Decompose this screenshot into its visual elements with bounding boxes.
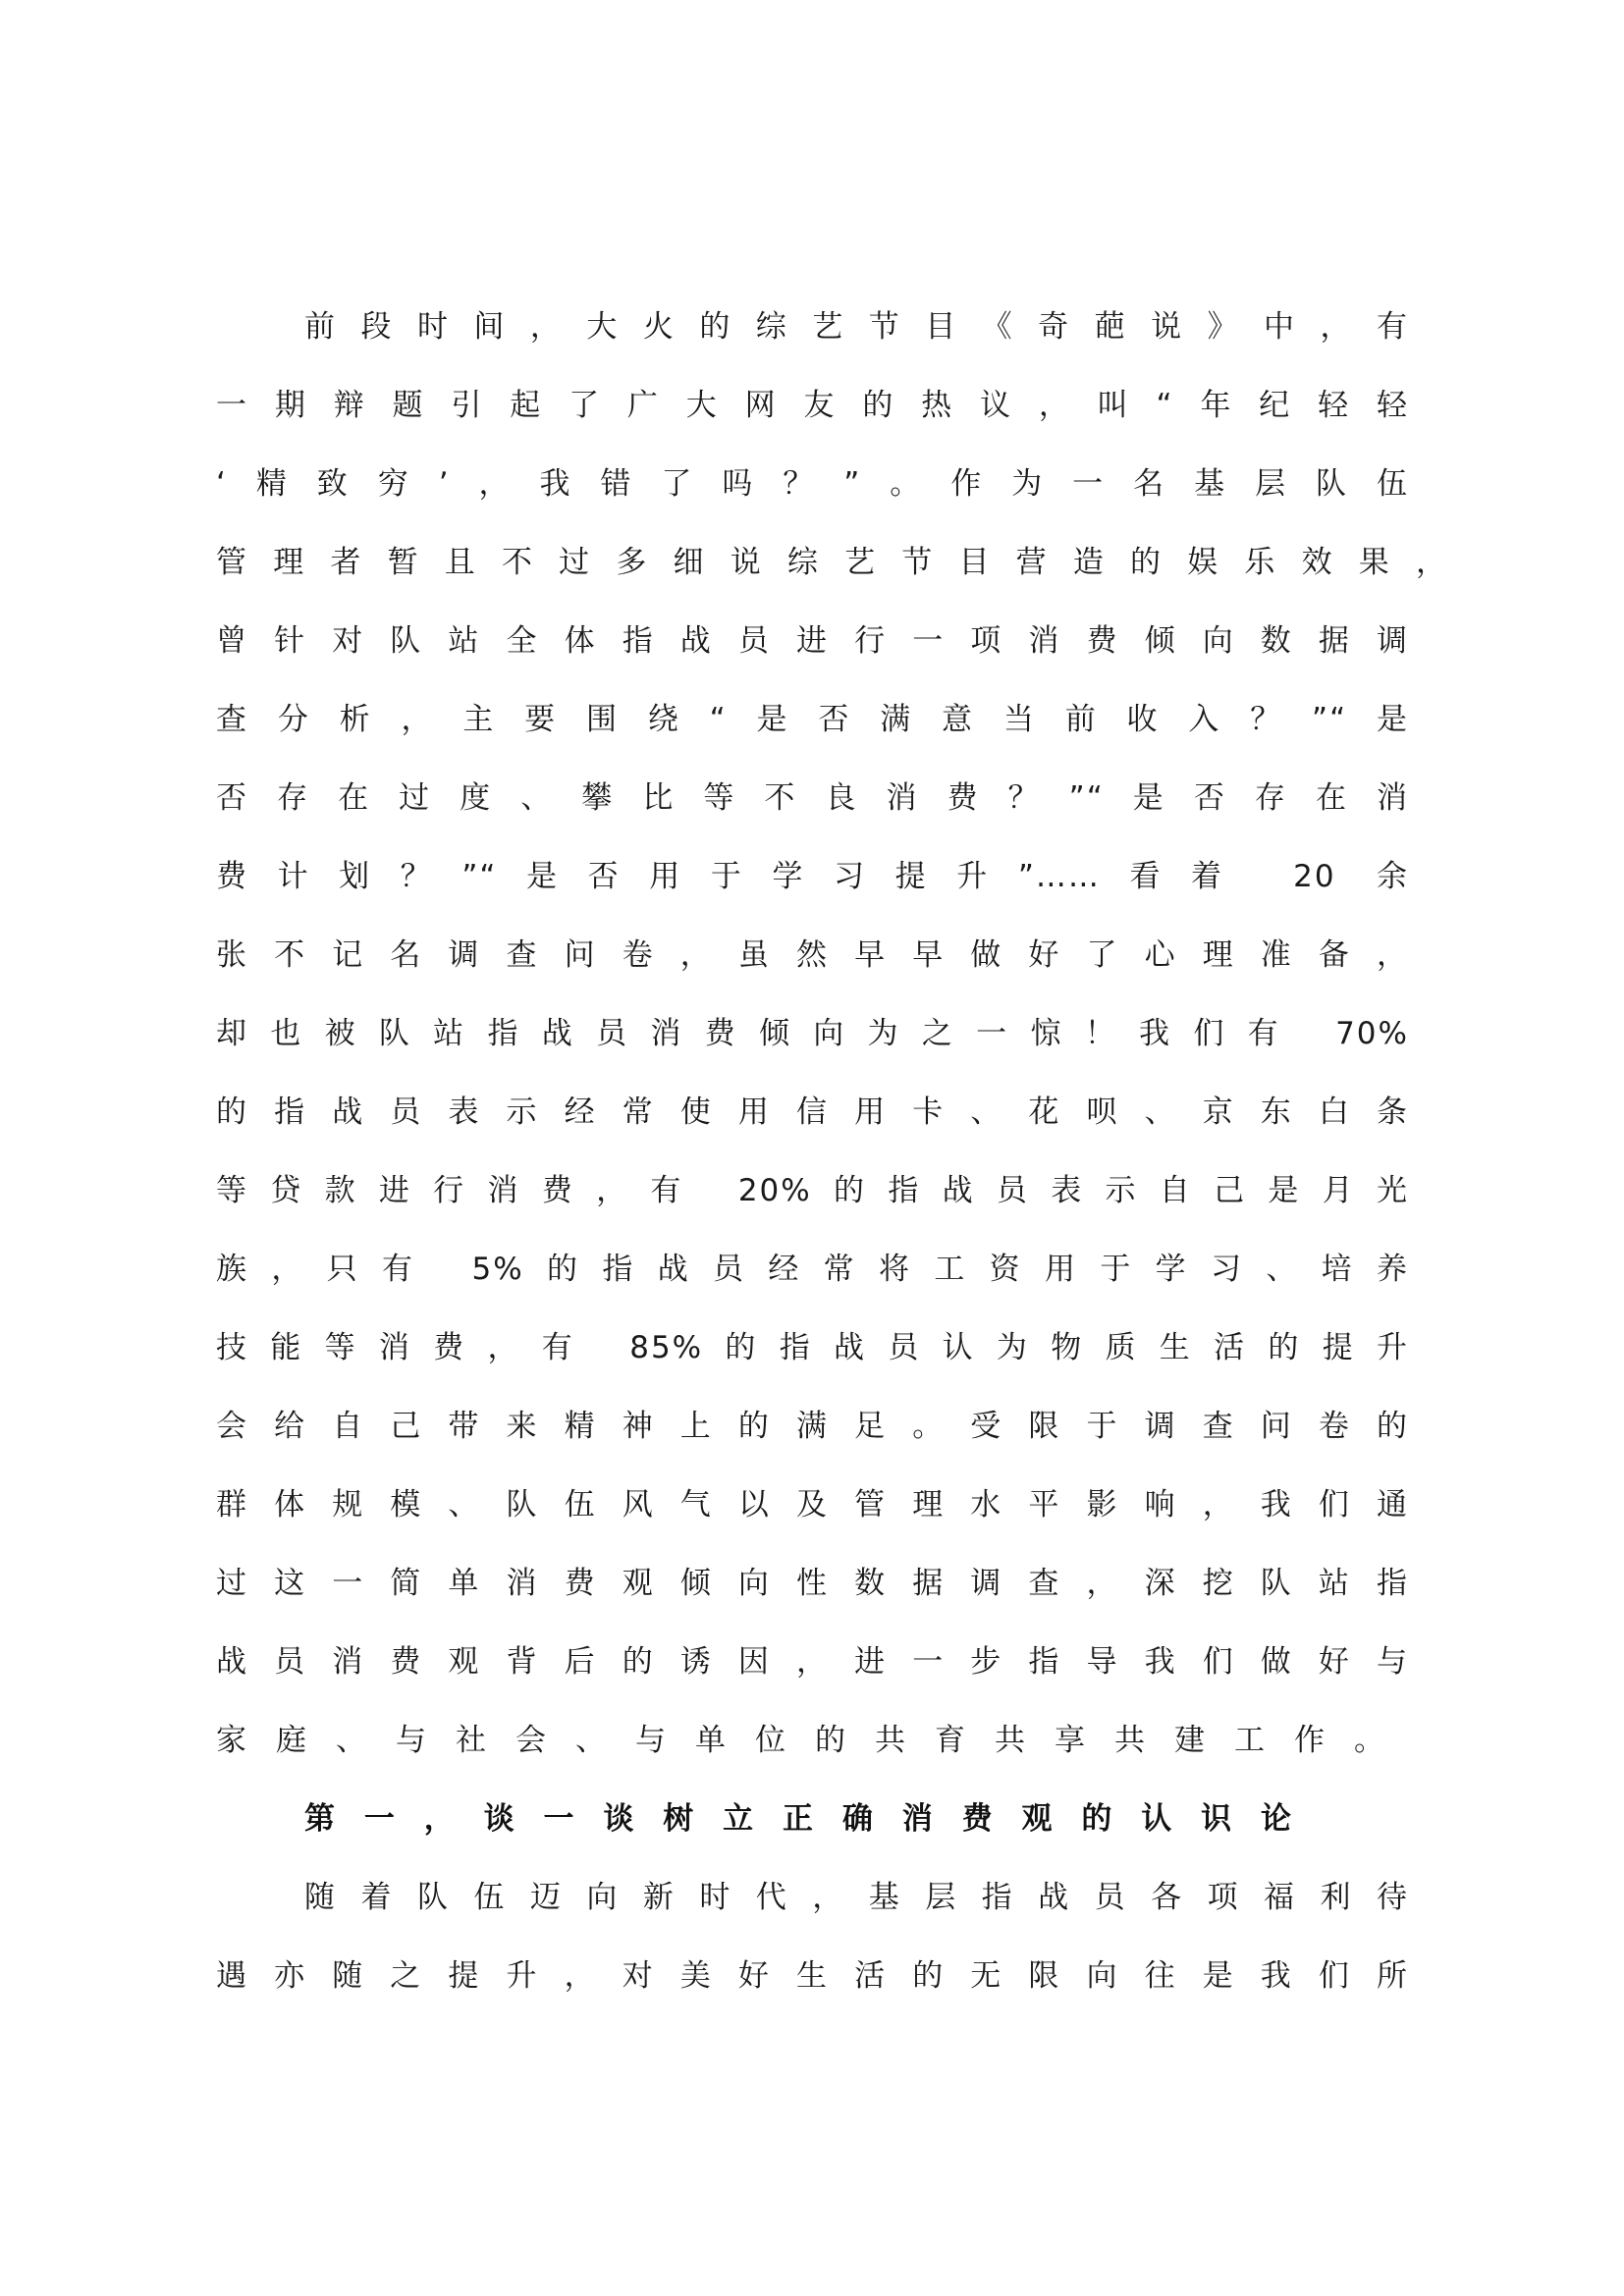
paragraph-line: 随着队伍迈向新时代，基层指战员各项福利待 [304, 1880, 1409, 1915]
paragraph-line: 费计划？”“是否用于学习提升”……看着 20 余 [216, 859, 1409, 894]
paragraph-line: 族，只有 5%的指战员经常将工资用于学习、培养 [216, 1252, 1409, 1287]
paragraph-line: 却也被队站指战员消费倾向为之一惊！我们有 70% [216, 1016, 1409, 1051]
paragraph-line: 管理者暂且不过多细说综艺节目营造的娱乐效果， [216, 545, 1448, 580]
paragraph-line: 会给自己带来精神上的满足。受限于调查问卷的 [216, 1409, 1409, 1444]
paragraph-line: 遇亦随之提升，对美好生活的无限向往是我们所 [216, 1958, 1409, 1994]
paragraph-line: 的指战员表示经常使用信用卡、花呗、京东白条 [216, 1095, 1409, 1130]
paragraph-line: 否存在过度、攀比等不良消费？”“是否存在消 [216, 780, 1409, 816]
paragraph-line: 前段时间，大火的综艺节目《奇葩说》中，有 [304, 309, 1409, 345]
paragraph-line: 张不记名调查问卷，虽然早早做好了心理准备， [216, 937, 1409, 973]
paragraph-line: 家庭、与社会、与单位的共育共享共建工作。 [216, 1723, 1414, 1758]
paragraph-line: 群体规模、队伍风气以及管理水平影响，我们通 [216, 1487, 1409, 1522]
paragraph-line: 曾针对队站全体指战员进行一项消费倾向数据调 [216, 623, 1409, 659]
paragraph-line: 等贷款进行消费，有 20%的指战员表示自己是月光 [216, 1173, 1409, 1208]
paragraph-line: 战员消费观背后的诱因，进一步指导我们做好与 [216, 1644, 1409, 1680]
paragraph-line: 过这一简单消费观倾向性数据调查，深挖队站指 [216, 1566, 1409, 1601]
section-heading: 第一，谈一谈树立正确消费观的认识论 [304, 1801, 1291, 1837]
paragraph-line: 一期辩题引起了广大网友的热议，叫“年纪轻轻 [216, 388, 1409, 423]
paragraph-line: ‘精致穷’，我错了吗？”。作为一名基层队伍 [216, 466, 1409, 502]
paragraph-line: 技能等消费，有 85%的指战员认为物质生活的提升 [216, 1330, 1409, 1365]
paragraph-line: 查分析，主要围绕“是否满意当前收入？”“是 [216, 702, 1409, 737]
